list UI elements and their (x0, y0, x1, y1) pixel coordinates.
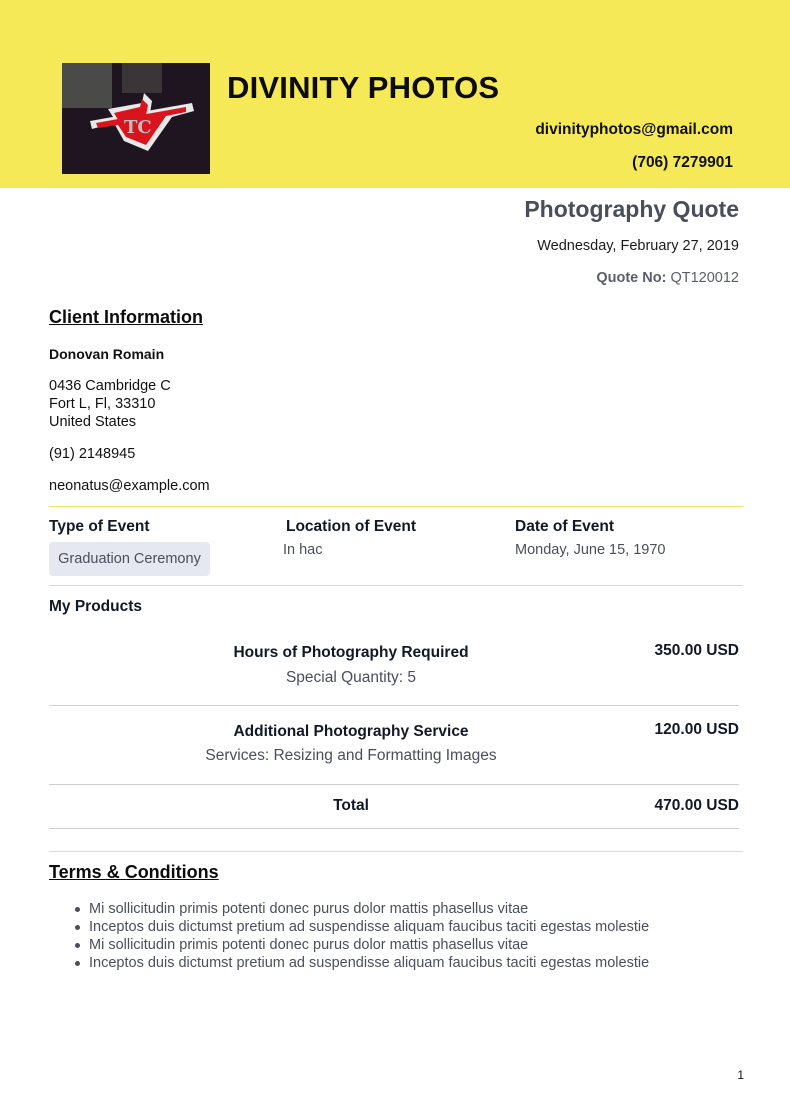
event-date-label: Date of Event (515, 518, 615, 535)
client-email: neonatus@example.com (49, 478, 210, 494)
company-logo-image (62, 63, 210, 174)
terms-item: Inceptos duis dictumst pretium ad suspendisse aliquam faucibus taciti egestas molestie (89, 955, 650, 971)
client-address-line-3: United States (49, 414, 137, 430)
event-location-label: Location of Event (286, 518, 417, 535)
client-address-line-2: Fort L, Fl, 33310 (49, 396, 156, 412)
quote-number-value: QT120012 (670, 270, 739, 286)
terms-item: Mi sollicitudin primis potenti donec purus dolor mattis phasellus vitae (89, 936, 649, 954)
client-name: Donovan Romain (49, 346, 165, 362)
row-divider (49, 705, 739, 706)
terms-list (89, 900, 649, 972)
quote-title: Photography Quote (524, 196, 739, 222)
event-type-label: Type of Event (49, 518, 150, 535)
total-label: Total (333, 797, 369, 814)
products-heading: My Products (49, 598, 143, 615)
svg-text:TC: TC (124, 117, 152, 138)
event-type-badge: Graduation Ceremony (49, 542, 210, 576)
terms-heading: Terms & Conditions (49, 862, 219, 882)
quote-number (596, 270, 739, 286)
quote-date: Wednesday, February 27, 2019 (537, 238, 739, 254)
company-email: divinityphotos@gmail.com (535, 121, 733, 138)
divider (49, 851, 743, 852)
total-value: 470.00 USD (654, 797, 739, 814)
product-description: Services: Resizing and Formatting Images (205, 747, 497, 764)
logo-emblem-icon (62, 63, 210, 174)
quote-number-label: Quote No: (596, 270, 667, 286)
product-price: 120.00 USD (654, 721, 739, 738)
product-name: Additional Photography Service (233, 723, 469, 740)
divider (49, 585, 743, 586)
event-date-value: Monday, June 15, 1970 (515, 542, 666, 558)
terms-item: Mi sollicitudin primis potenti donec purus dolor mattis phasellus vitae (89, 900, 649, 918)
divider (49, 506, 743, 507)
product-description: Special Quantity: 5 (285, 669, 417, 686)
product-name: Hours of Photography Required (233, 644, 469, 661)
page-number: 1 (737, 1068, 744, 1082)
client-phone: (91) 2148945 (49, 446, 136, 462)
brand-name: DIVINITY PHOTOS (227, 70, 500, 105)
client-information-heading: Client Information (49, 307, 203, 327)
event-location-value: In hac (283, 542, 323, 558)
client-address-line-1: 0436 Cambridge C (49, 378, 171, 394)
company-phone: (706) 7279901 (632, 154, 733, 171)
header-banner (0, 0, 790, 188)
terms-item: Inceptos duis dictumst pretium ad suspendisse aliquam faucibus taciti egestas molestie (89, 919, 650, 935)
row-divider (49, 784, 739, 785)
product-price: 350.00 USD (654, 642, 739, 659)
row-divider (49, 828, 739, 829)
